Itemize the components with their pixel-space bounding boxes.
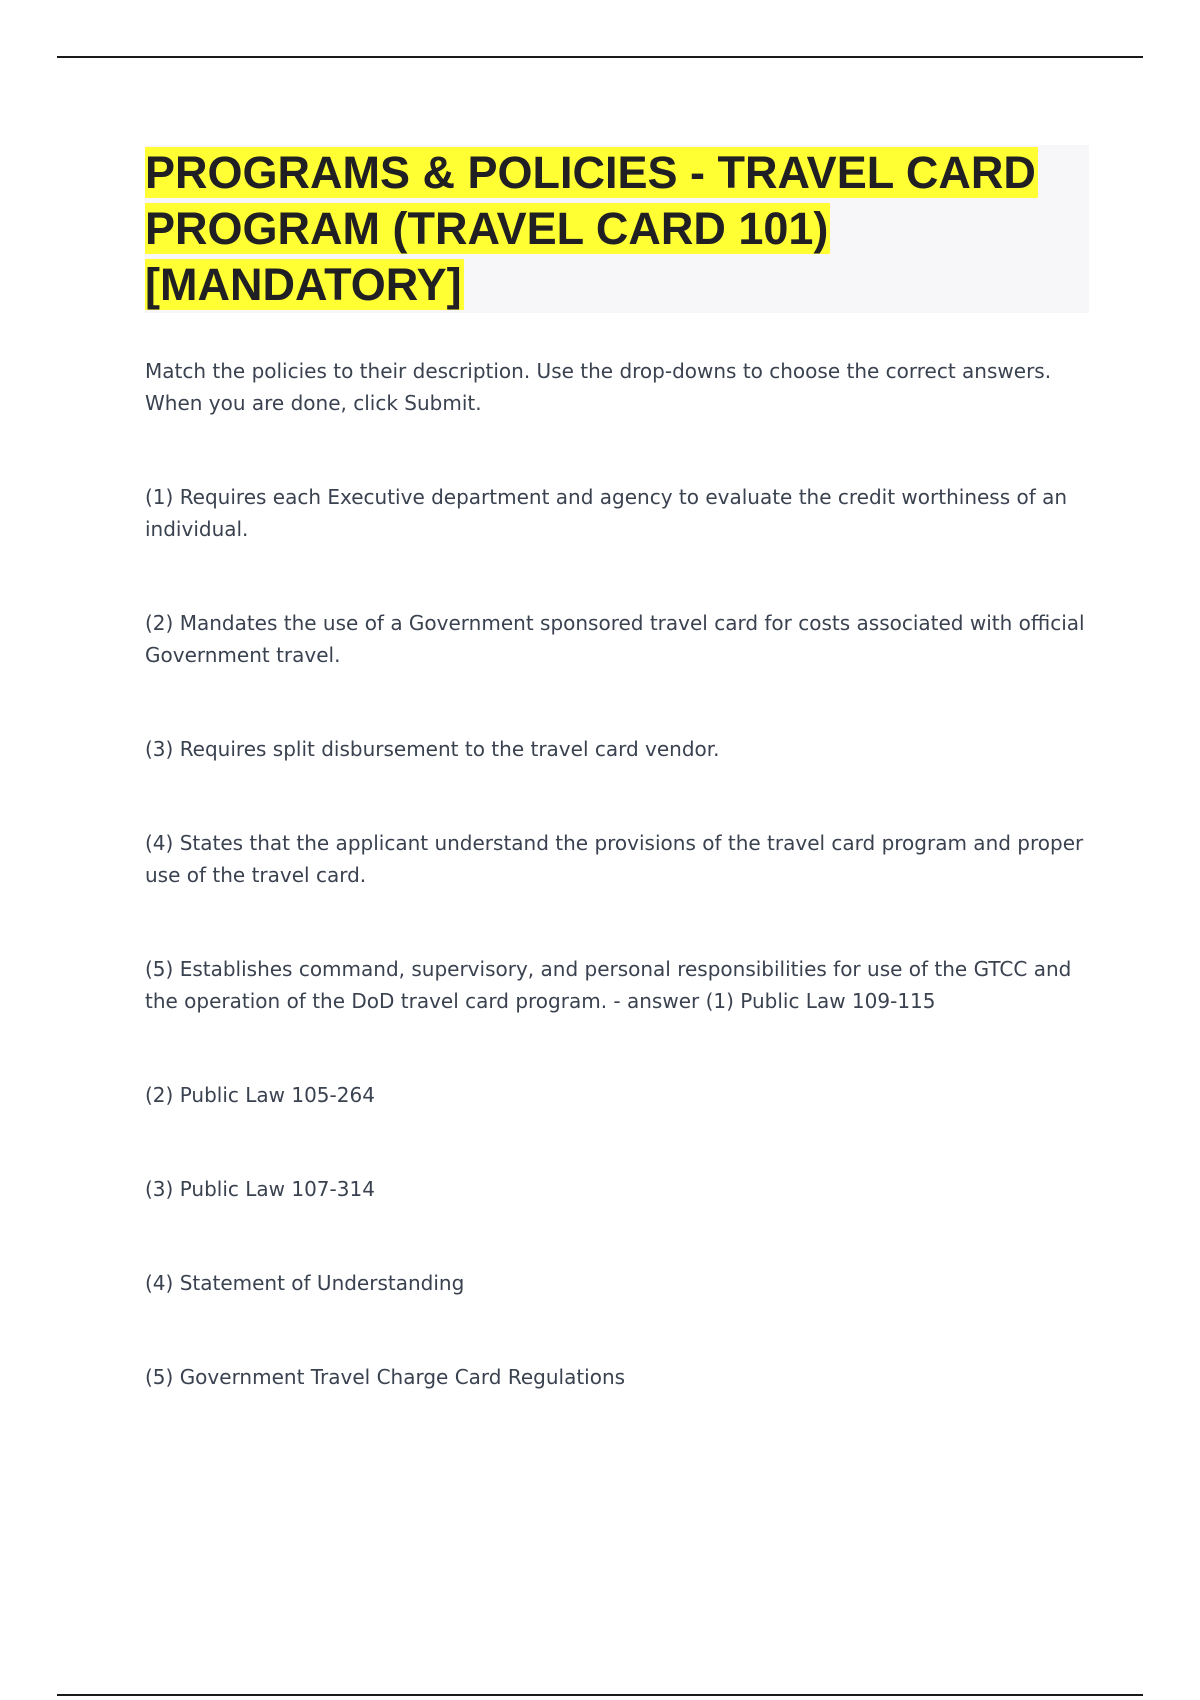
question-description-4: (4) States that the applicant understand the provisions of the travel card program and proper use of the travel card.: [145, 831, 1084, 887]
title-block: [145, 145, 1089, 313]
page-title: [145, 145, 1089, 313]
question-description-1: (1) Requires each Executive department and agency to evaluate the credit worthiness of an individual.: [145, 485, 1068, 541]
top-rule: [57, 56, 1143, 58]
instructions-text: Match the policies to their description. Use the drop-downs to choose the correct answers. When you are done, click Submit.: [145, 359, 1052, 415]
title-highlight: PROGRAMS & POLICIES - TRAVEL CARD PROGRAM (TRAVEL CARD 101) [MANDATORY]: [145, 147, 1036, 310]
question-description-3: (3) Requires split disbursement to the travel card vendor.: [145, 737, 720, 761]
answer-item-4: (4) Statement of Understanding: [145, 1271, 465, 1295]
document-body: [145, 145, 1089, 1393]
answer-item-2: (2) Public Law 105-264: [145, 1083, 375, 1107]
question-description-2: (2) Mandates the use of a Government sponsored travel card for costs associated with official Government travel.: [145, 611, 1085, 667]
bottom-rule: [57, 1694, 1143, 1696]
answer-item-5: (5) Government Travel Charge Card Regulations: [145, 1365, 626, 1389]
question-description-5-with-answer: (5) Establishes command, supervisory, and personal responsibilities for use of the GTCC and the operation of the DoD travel card program. - answer (1) Public Law 109-115: [145, 957, 1072, 1013]
answer-item-3: (3) Public Law 107-314: [145, 1177, 375, 1201]
